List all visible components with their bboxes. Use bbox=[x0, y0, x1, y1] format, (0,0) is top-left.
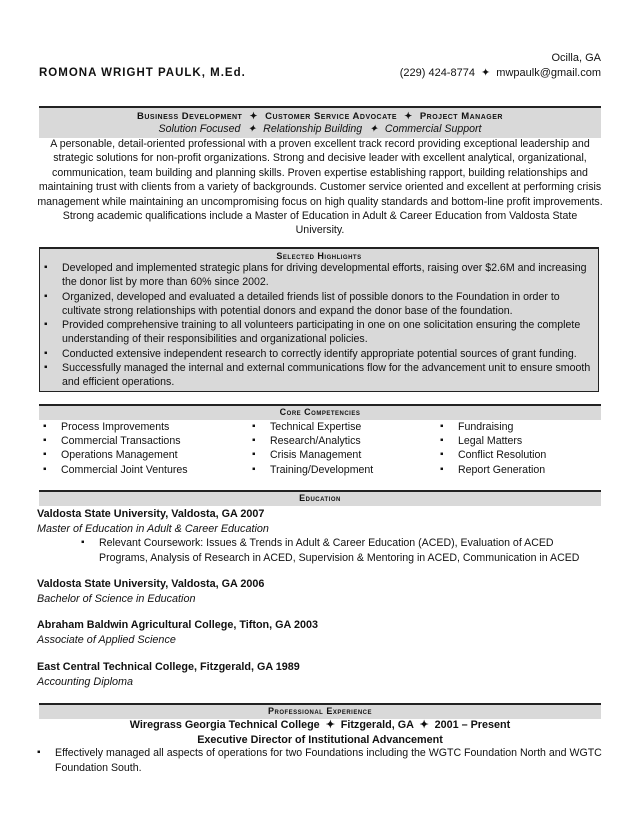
summary-paragraph: A personable, detail-oriented professional with a proven excellent track record providing exceptional leadership and strategic solutions for non-profit organizations. Strong and decisive leader with excellent analytical, organizational, communication, team building and planning skills. Proven expertise establishing rapport, building relationships and maintaining trust with clients from a variety of backgrounds. Customer service oriented and excellent at performing crisis management while maintaining an uncompromising focus on high quality standards and bottom-line profit improvements. Strong academic qualifications include a Master of Education in Adult & Career Education from Valdosta State University. bbox=[37, 138, 603, 237]
sep-icon: ✦ bbox=[325, 719, 335, 731]
highlight-item: ▪ Provided comprehensive training to all volunteers participating in one on one solicitation ensuring the complete understanding of their responsibilities and organizational policies. bbox=[40, 318, 598, 347]
experience-title: Professional Experience bbox=[267, 706, 373, 716]
degree: Associate of Applied Science bbox=[37, 633, 176, 646]
competencies-col-1 bbox=[39, 420, 239, 477]
competency-item: ▪ Commercial Transactions bbox=[39, 434, 239, 448]
highlight-item: ▪ Organized, developed and evaluated a detailed friends list of possible donors to the Foundation in order to cultivate strong relationships with potential donors and expand the donor base of the foundation. bbox=[40, 290, 598, 319]
competency-item: ▪ Fundraising bbox=[436, 420, 606, 434]
competencies-col-3 bbox=[436, 420, 606, 477]
title-line-1: Business Development ✦ Customer Service Advocate ✦ Project Manager bbox=[137, 111, 503, 122]
city: Ocilla, GA bbox=[551, 52, 601, 64]
highlights-list bbox=[40, 261, 598, 390]
education-bar bbox=[39, 490, 601, 506]
education-entry-4 bbox=[37, 660, 300, 689]
competency-item: ▪ Legal Matters bbox=[436, 434, 606, 448]
experience-header bbox=[39, 718, 601, 747]
phone: (229) 424-8774 bbox=[399, 67, 475, 79]
role: Executive Director of Institutional Advancement bbox=[197, 733, 443, 746]
degree: Bachelor of Science in Education bbox=[37, 592, 196, 605]
competency-item: ▪ Research/Analytics bbox=[248, 434, 428, 448]
competencies-bar bbox=[39, 404, 601, 420]
email-link[interactable]: mwpaulk@gmail.com bbox=[496, 67, 601, 79]
coursework-list bbox=[77, 536, 603, 565]
competency-item: ▪ Technical Expertise bbox=[248, 420, 428, 434]
sep-icon: ✦ bbox=[369, 123, 378, 135]
separator-icon: ✦ bbox=[481, 67, 491, 79]
school-name: Valdosta State University, Valdosta, GA 2007 bbox=[37, 508, 265, 520]
education-entry-1 bbox=[37, 507, 603, 565]
highlights-box bbox=[39, 247, 599, 392]
highlights-title: Selected Highlights bbox=[276, 251, 362, 261]
education-entry-3 bbox=[37, 618, 318, 647]
highlight-item: ▪ Conducted extensive independent research to correctly identify appropriate potential sources of grant funding. bbox=[40, 347, 598, 361]
education-title: Education bbox=[299, 493, 341, 503]
location: Fitzgerald, GA bbox=[340, 719, 414, 731]
degree: Accounting Diploma bbox=[37, 675, 134, 688]
employer: Wiregrass Georgia Technical College bbox=[129, 719, 320, 731]
sep-icon: ✦ bbox=[419, 719, 429, 731]
coursework-item: ▪ Relevant Coursework: Issues & Trends in Adult & Career Education (ACED), Evaluation of ACED Programs, Analysis of Research in ACED, Supervision & Mentoring in ACED, Communication in ACED bbox=[77, 536, 603, 565]
school-name: East Central Technical College, Fitzgerald, GA 1989 bbox=[37, 661, 300, 673]
competency-item: ▪ Training/Development bbox=[248, 463, 428, 477]
contact-block bbox=[400, 51, 601, 81]
experience-bar bbox=[39, 703, 601, 719]
sep-icon: ✦ bbox=[247, 123, 257, 135]
competency-item: ▪ Operations Management bbox=[39, 448, 239, 462]
sep-icon: ✦ bbox=[404, 111, 413, 122]
competency-item: ▪ Process Improvements bbox=[39, 420, 239, 434]
competencies-col-2 bbox=[248, 420, 428, 477]
experience-item: ▪ Effectively managed all aspects of operations for two Foundations including the WGTC Foundation North and WGTC Foundation South. bbox=[33, 746, 603, 775]
competency-item: ▪ Commercial Joint Ventures bbox=[39, 463, 239, 477]
competency-item: ▪ Conflict Resolution bbox=[436, 448, 606, 462]
competency-item: ▪ Report Generation bbox=[436, 463, 606, 477]
sep-icon: ✦ bbox=[249, 111, 258, 122]
title-bar bbox=[39, 106, 601, 138]
competency-item: ▪ Crisis Management bbox=[248, 448, 428, 462]
education-entry-2 bbox=[37, 577, 264, 606]
competencies-title: Core Competencies bbox=[279, 407, 361, 417]
school-name: Valdosta State University, Valdosta, GA 2006 bbox=[37, 578, 265, 590]
candidate-name: ROMONA WRIGHT PAULK, M.Ed. bbox=[39, 67, 246, 79]
degree: Master of Education in Adult & Career Education bbox=[37, 522, 269, 535]
highlight-item: ▪ Developed and implemented strategic plans for driving developmental efforts, raising over $2.6M and increasing the donor list by more than 60% since 2002. bbox=[40, 261, 598, 290]
phone-email-line bbox=[400, 66, 601, 81]
employer-line bbox=[39, 718, 601, 733]
dates: 2001 – Present bbox=[434, 719, 511, 731]
school-name: Abraham Baldwin Agricultural College, Tifton, GA 2003 bbox=[37, 619, 318, 631]
experience-bullets bbox=[33, 746, 603, 775]
title-line-2: Solution Focused ✦ Relationship Building ✦ Commercial Support bbox=[158, 123, 482, 135]
highlight-item: ▪ Successfully managed the internal and external communications flow for the advancement unit to ensure smooth and efficient operations. bbox=[40, 361, 598, 390]
